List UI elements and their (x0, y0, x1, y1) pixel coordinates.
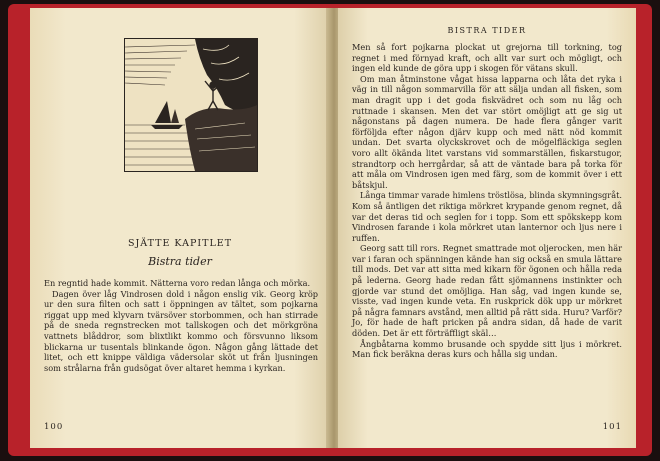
paragraph: Om man åtminstone vågat hissa lapparna och låta det ryka i väg in till någon sommarvilla för att sälja undan all fisken, som man dragit upp i det goda fiskvädret och som nu låg och ruttnade i skansen. Men det var stört omöjligt att ge sig ut någonstans på dagen numera. De hade flera gånger varit förföljda efter någon djärv kupp och med nätt nöd kommit undan. Det svarta olyckskrovet och de mögelfläckiga seglen voro allt ökända litet varstans vid sommarställen, fiskarstugor, strandtorp och herrgårdar, så att de väntade bara på torka för att måla om Vindrosen igen med färg, som de kommit över i ett båtskjul. (352, 73, 622, 190)
illustration-svg (125, 39, 257, 171)
left-page (30, 8, 330, 448)
page-number: 101 (602, 422, 622, 432)
chapter-title: Bistra tider (148, 255, 212, 268)
running-head: BISTRA TIDER (447, 26, 527, 35)
paragraph: Ångbåtarna kommo brusande och spydde sitt ljus i mörkret. Man fick beräkna deras kurs och hålla sig undan. (352, 338, 622, 360)
page-number: 100 (44, 422, 64, 432)
right-body-text (352, 42, 622, 360)
chapter-heading: SJÄTTE KAPITLET (127, 238, 233, 249)
left-body-text (44, 278, 318, 373)
woodcut-illustration-icon (124, 38, 258, 172)
paragraph: Men så fort pojkarna plockat ut grejorna till torkning, tog regnet i med förnyad kraft, och allt var surt och mögligt, och ingen eld kunde de göra upp i skogen för vätans skull. (352, 42, 622, 74)
paragraph: Långa timmar varade himlens tröstlösa, blinda skymningsgråt. Kom så äntligen det riktiga mörkret krypande genom regnet, då var det deras tid och seglen for i topp. Som ett spökskepp kom Vindrosen farande i kola mörkret utan lanternor och ljus nere i ruffen. (352, 190, 622, 243)
paragraph: Georg satt till rors. Regnet smattrade mot oljerocken, men här var i faran och spänningen kände han sig också en smula lättare till mods. Det var att sitta med kikarn för ögonen och hålla reda på lederna. Georg hade redan fått sjömannens instinkter och gjorde var stund det omöjliga. Han såg, vad ingen kunde se, visste, vad ingen kunde veta. En ruskprick dök upp ur mörkret på några famnars avstånd, men alltid på rätt sida. Huru? Varför? Jo, för hade de haft pricken på andra sidan, då hade de varit döden. Det är ett förträffligt skäl… (352, 243, 622, 339)
open-book (8, 4, 652, 456)
right-page (338, 8, 636, 448)
paragraph: Dagen över låg Vindrosen dold i någon enslig vik. Georg kröp ur den sura filten och satt i öppningen av tältet, som pojkarna riggat upp med klyvarn tvärsöver storbommen, och han stirrade på de sneda regnstrecken mot tallskogen och det mörkgröna vattnets blåddror, som blixtlikt kommo och försvunno liksom blickarna ur tusentals blinkande ögon. Någon gång lättade det litet, och ett knippe väldiga vädersolar sköt ut från ljusningen som strålarna från gudsögat över altaret hemma i kyrkan. (44, 288, 318, 373)
paragraph: En regntid hade kommit. Nätterna voro redan långa och mörka. (44, 278, 311, 288)
